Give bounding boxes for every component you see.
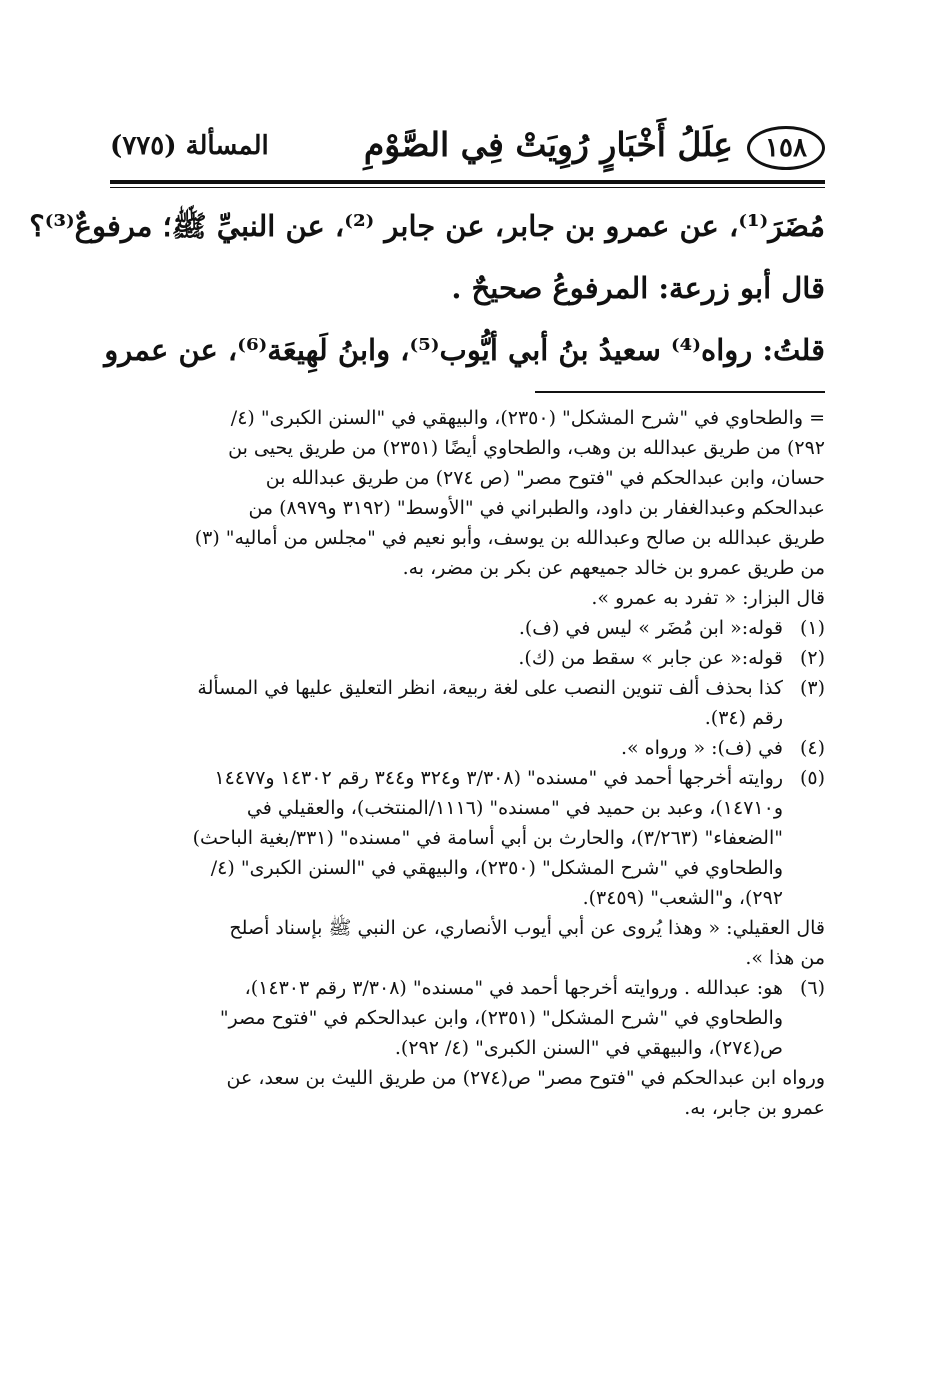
footnote-number: (٤) [799, 737, 825, 759]
footnote-line: كذا بحذف ألف تنوين النصب على لغة ربيعة، انظر التعليق عليها في المسألة [197, 677, 783, 699]
footnote-line: عمرو بن جابر، به. [684, 1097, 825, 1119]
footnote-line: ص(٢٧٤)، والبيهقي في "السنن الكبرى" (٤/ ٢٩٢). [394, 1037, 783, 1059]
footnotes [110, 403, 825, 1123]
footnote-line: من طريق عمرو بن خالد جميعهم عن بكر بن مضر، به. [402, 557, 825, 579]
footnote-line: رقم (٣٤). [704, 707, 783, 729]
main-text-line: مُضَرَ⁽¹⁾، عن عمرو بن جابر، عن جابر ⁽²⁾، عن النبيِّ ﷺ؛ مرفوعٌ⁽³⁾؟ [29, 209, 825, 243]
header-rule-thin [110, 187, 825, 188]
footnote-3 [110, 673, 825, 733]
footnote-line: والطحاوي في "شرح المشكل" (٢٣٥٠)، والبيهقي في "السنن الكبرى" (٤/ [210, 857, 783, 879]
footnote-number: (٦) [799, 977, 825, 999]
footnote-5 [110, 763, 825, 913]
footnote-4 [110, 733, 825, 763]
footnote-line: روايته أخرجها أحمد في "مسنده" (٣/٣٠٨ و٣٢٤ و٣٤٤ رقم ١٤٣٠٢ و١٤٤٧٧ [214, 767, 783, 789]
page-number: ١٥٨ [747, 126, 825, 170]
footnote-line: قال العقيلي: « وهذا يُروى عن أبي أيوب الأنصاري، عن النبي ﷺ بإسناد أصلح [229, 917, 825, 939]
footnote-divider [535, 391, 825, 393]
page-header [110, 122, 825, 180]
header-rule [110, 180, 825, 184]
footnote-line: ٢٩٢)، و"الشعب" (٣٤٥٩). [582, 887, 783, 909]
footnote-line: حسان، وابن عبدالحكم في "فتوح مصر" (ص ٢٧٤) من طريق عبدالله بن [265, 467, 825, 489]
footnote-line: قوله:« ابن مُضَر » ليس في (ف). [518, 617, 783, 639]
footnote-number: (٣) [799, 677, 825, 699]
book-title: عِلَلُ أَخْبَارٍ رُوِيَتْ فِي الصَّوْمِ [363, 125, 733, 164]
footnote-number: (١) [799, 617, 825, 639]
footnote-line: من هذا ». [745, 947, 825, 969]
footnote-line: هو: عبدالله . وروايته أخرجها أحمد في "مسنده" (٣/٣٠٨ رقم ١٤٣٠٣)، [244, 977, 783, 999]
issue-label: المسألة (٧٧٥) [110, 131, 269, 161]
footnote-line: طريق عبدالله بن صالح وعبدالله بن يوسف، وأبو نعيم في "مجلس من أماليه" (٣) [194, 527, 825, 549]
main-text-line: قال أبو زرعة: المرفوعُ صحيحٌ . [451, 271, 825, 305]
footnote-line: في (ف): « ورواه ». [620, 737, 783, 759]
footnote-number: (٥) [799, 767, 825, 789]
footnote-line: ورواه ابن عبدالحكم في "فتوح مصر" ص(٢٧٤) من طريق الليث بن سعد، عن [226, 1067, 825, 1089]
footnote-line: قوله:« عن جابر » سقط من (ك). [518, 647, 783, 669]
footnote-line: ٢٩٢) من طريق عبدالله بن وهب، والطحاوي أيضًا (٢٣٥١) من طريق يحيى بن [228, 437, 825, 459]
footnote-6 [110, 973, 825, 1063]
footnote-line: قال البزار: « تفرد به عمرو ». [591, 587, 825, 609]
footnote-line: عبدالحكم وعبدالغفار بن داود، والطبراني في "الأوسط" (٣١٩٢ و٨٩٧٩) من [248, 497, 825, 519]
footnote-line: = والطحاوي في "شرح المشكل" (٢٣٥٠)، والبيهقي في "السنن الكبرى" (٤/ [230, 407, 825, 429]
main-text-line: قلتُ: رواه⁽⁴⁾ سعيدُ بنُ أبي أيُّوب⁽⁵⁾، وابنُ لَهِيعَة⁽⁶⁾، عن عمرو [104, 333, 825, 367]
footnote-line: و١٤٧١٠)، وعبد بن حميد في "مسنده" (١١١٦/المنتخب)، والعقيلي في [246, 797, 783, 819]
footnote-1 [110, 613, 825, 643]
footnote-number: (٢) [799, 647, 825, 669]
footnote-line: "الضعفاء" (٣/٢٦٣)، والحارث بن أبي أسامة في "مسنده" (٣٣١/بغية الباحث) [192, 827, 783, 849]
footnote-line: والطحاوي في "شرح المشكل" (٢٣٥١)، وابن عبدالحكم في "فتوح مصر" [219, 1007, 783, 1029]
footnote-2 [110, 643, 825, 673]
main-text [29, 195, 825, 381]
